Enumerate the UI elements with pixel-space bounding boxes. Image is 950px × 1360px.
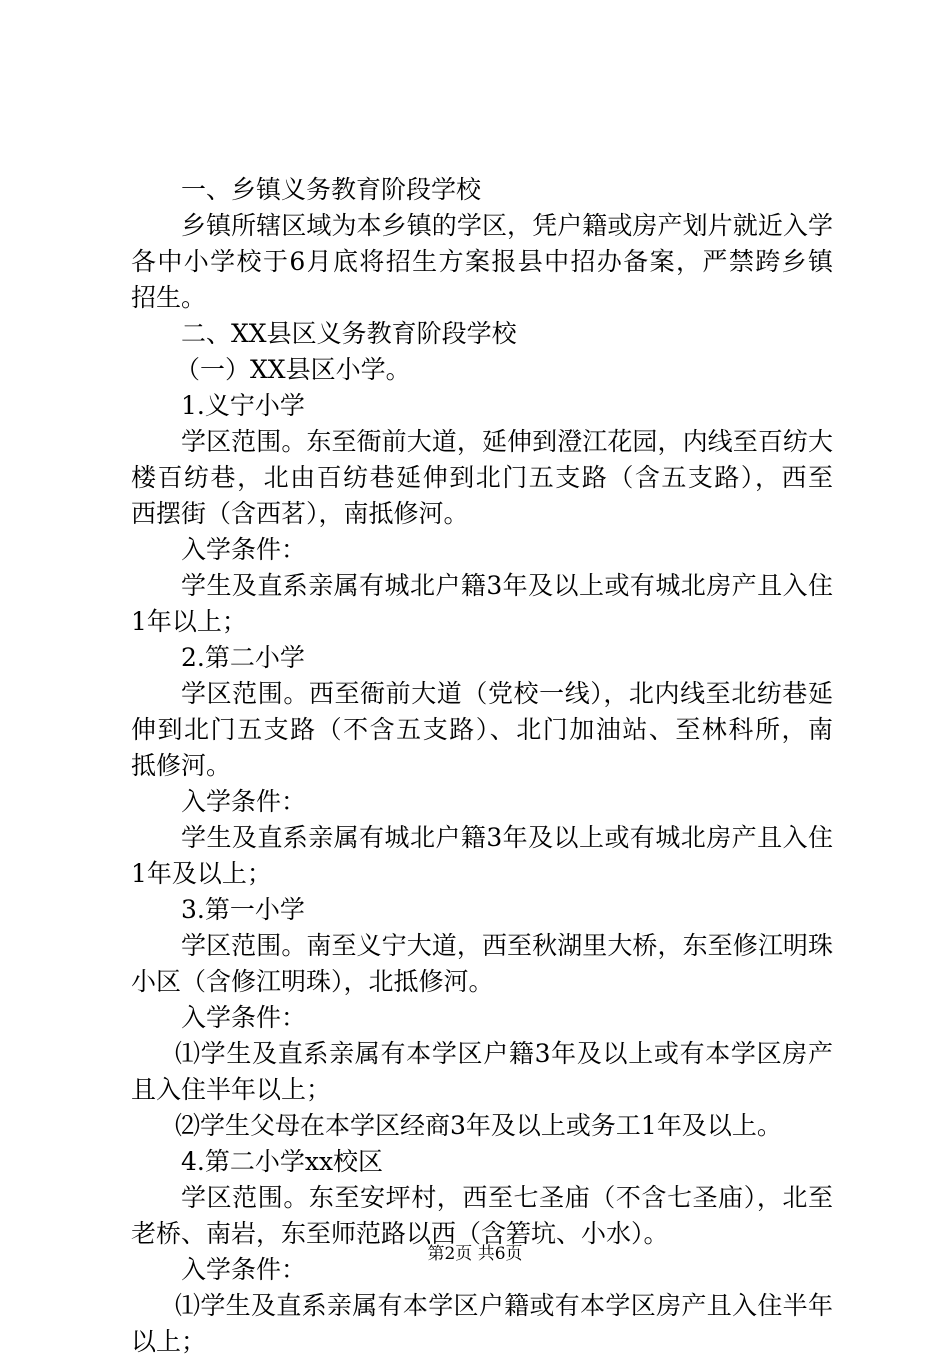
text-line: 3.第一小学 (181, 895, 305, 924)
text-line: ⑴学生及直系亲属有本学区户籍或有本学区房产且入住半年 (175, 1291, 833, 1320)
text-line: 小区（含修江明珠），北抵修河。 (131, 967, 494, 996)
text-line: 抵修河。 (131, 751, 232, 780)
text-line: 学区范围。西至衙前大道（党校一线），北内线至北纺巷延 (181, 679, 833, 708)
text-line: 入学条件： (181, 1003, 307, 1032)
text-line: 学生及直系亲属有城北户籍3年及以上或有城北房产且入住 (181, 823, 833, 852)
text-line: 老桥、南岩，东至师范路以西（含箬坑、小水）。 (131, 1219, 669, 1248)
text-line: ⑵学生父母在本学区经商3年及以上或务工1年及以上。 (175, 1111, 782, 1140)
text-line: 1年以上； (131, 607, 247, 636)
text-line: 乡镇所辖区域为本乡镇的学区，凭户籍或房产划片就近入学 (181, 211, 833, 240)
text-line: 入学条件： (181, 535, 307, 564)
text-line: 以上； (131, 1327, 207, 1356)
text-line: 伸到北门五支路（不含五支路）、北门加油站、至林科所，南 (131, 715, 833, 744)
text-line: 一、乡镇义务教育阶段学校 (181, 175, 482, 204)
text-line: 学生及直系亲属有城北户籍3年及以上或有城北房产且入住 (181, 571, 833, 600)
text-line: 楼百纺巷，北由百纺巷延伸到北门五支路（含五支路），西至 (131, 463, 833, 492)
text-line: 西摆街（含西茗），南抵修河。 (131, 499, 469, 528)
text-line: 2.第二小学 (181, 643, 305, 672)
text-line: 学区范围。南至义宁大道，西至秋湖里大桥，东至修江明珠 (181, 931, 833, 960)
text-line: （一）XX县区小学。 (175, 355, 411, 384)
text-line: 1年及以上； (131, 859, 272, 888)
text-line: 学区范围。东至衙前大道，延伸到澄江花园，内线至百纺大 (181, 427, 833, 456)
text-line: 招生。 (131, 283, 207, 312)
text-line: 4.第二小学xx校区 (181, 1147, 384, 1176)
text-line: 且入住半年以上； (131, 1075, 332, 1104)
page-footer: 第2页 共6页 (427, 1244, 523, 1264)
text-line: 入学条件： (181, 787, 307, 816)
text-line: 入学条件： (181, 1255, 307, 1284)
text-line: 1.义宁小学 (181, 391, 305, 420)
text-line: ⑴学生及直系亲属有本学区户籍3年及以上或有本学区房产 (175, 1039, 833, 1068)
document-body (131, 172, 833, 1360)
text-line: 各中小学校于6月底将招生方案报县中招办备案，严禁跨乡镇 (131, 247, 833, 276)
text-line: 二、XX县区义务教育阶段学校 (181, 319, 517, 348)
text-line: 学区范围。东至安坪村，西至七圣庙（不含七圣庙），北至 (181, 1183, 833, 1212)
